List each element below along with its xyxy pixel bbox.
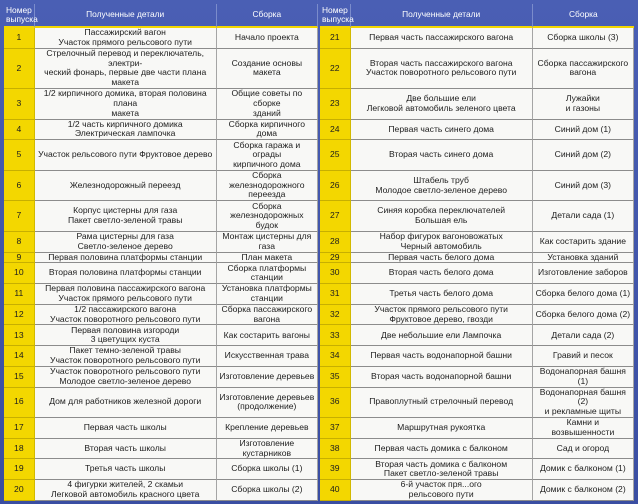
received-parts-cell-left: Железнодорожный переезд bbox=[35, 171, 217, 202]
received-parts-cell-left: Участок поворотного рельсового пути Молодое светло-зеленое дерево bbox=[35, 367, 217, 388]
assembly-cell-left: Сборка железнодорожного переезда bbox=[217, 171, 318, 202]
received-parts-cell-right: 6-й участок пря...ого рельсового пути bbox=[351, 480, 533, 501]
table-row bbox=[4, 367, 634, 388]
received-parts-cell-left: Рама цистерны для газа Светло-зеленое дерево bbox=[35, 232, 217, 253]
received-parts-cell-left: Корпус цистерны для газа Пакет светло-зеленой травы bbox=[35, 201, 217, 232]
table-row bbox=[4, 346, 634, 367]
assembly-cell-right: Домик с балконом (2) bbox=[533, 480, 634, 501]
assembly-cell-right: Лужайки и газоны bbox=[533, 89, 634, 120]
header-assembly-left: Сборка bbox=[217, 4, 318, 28]
table-row bbox=[4, 140, 634, 171]
assembly-cell-right: Как состарить здание bbox=[533, 232, 634, 253]
assembly-cell-left: Монтаж цистерны для газа bbox=[217, 232, 318, 253]
assembly-cell-right: Водонапорная башня (1) bbox=[533, 367, 634, 388]
table-row bbox=[4, 305, 634, 326]
assembly-cell-left: Изготовление кустарников bbox=[217, 439, 318, 460]
table-row bbox=[4, 388, 634, 419]
received-parts-cell-right: Маршрутная рукоятка bbox=[351, 418, 533, 439]
received-parts-cell-left: Дом для работников железной дороги bbox=[35, 388, 217, 419]
received-parts-cell-left: Пакет темно-зеленой травы Участок поворотного рельсового пути bbox=[35, 346, 217, 367]
issue-schedule-table bbox=[4, 4, 634, 501]
received-parts-cell-right: Вторая часть домика с балконом Пакет светло-зеленой травы bbox=[351, 459, 533, 480]
issue-number-cell-right: 28 bbox=[320, 232, 351, 253]
table-row bbox=[4, 232, 634, 253]
assembly-cell-right: Синий дом (3) bbox=[533, 171, 634, 202]
assembly-cell-left: Изготовление деревьев (продолжение) bbox=[217, 388, 318, 419]
received-parts-cell-left: Стрелочный перевод и переключатель, электри- ческий фонарь, первые две части плана макета bbox=[35, 49, 217, 89]
received-parts-cell-right: Участок прямого рельсового пути Фруктовое дерево, гвозди bbox=[351, 305, 533, 326]
received-parts-cell-right: Две небольшие ели Лампочка bbox=[351, 325, 533, 346]
header-row bbox=[4, 4, 634, 28]
assembly-cell-right: Сборка школы (3) bbox=[533, 28, 634, 49]
issue-number-cell-right: 25 bbox=[320, 140, 351, 171]
assembly-cell-right: Домик с балконом (1) bbox=[533, 459, 634, 480]
assembly-cell-left: Сборка железнодорожных будок bbox=[217, 201, 318, 232]
assembly-cell-right: Сборка белого дома (2) bbox=[533, 305, 634, 326]
table-row bbox=[4, 263, 634, 284]
issue-number-cell-right: 26 bbox=[320, 171, 351, 202]
issue-number-cell-left: 10 bbox=[4, 263, 35, 284]
issue-number-cell-right: 37 bbox=[320, 418, 351, 439]
table-row bbox=[4, 201, 634, 232]
table-row bbox=[4, 253, 634, 264]
table-row bbox=[4, 459, 634, 480]
received-parts-cell-right: Первая часть синего дома bbox=[351, 120, 533, 141]
received-parts-cell-left: Вторая часть школы bbox=[35, 439, 217, 460]
issue-number-cell-left: 7 bbox=[4, 201, 35, 232]
assembly-cell-right: Изготовление заборов bbox=[533, 263, 634, 284]
received-parts-cell-right: Штабель труб Молодое светло-зеленое дерево bbox=[351, 171, 533, 202]
assembly-cell-left: Как состарить вагоны bbox=[217, 325, 318, 346]
header-number-left: Номер выпуска bbox=[4, 4, 35, 28]
received-parts-cell-right: Первая часть белого дома bbox=[351, 253, 533, 264]
assembly-cell-right: Сборка белого дома (1) bbox=[533, 284, 634, 305]
received-parts-cell-right: Первая часть пассажирского вагона bbox=[351, 28, 533, 49]
assembly-cell-left: Создание основы макета bbox=[217, 49, 318, 89]
assembly-cell-left: Изготовление деревьев bbox=[217, 367, 318, 388]
issue-number-cell-left: 11 bbox=[4, 284, 35, 305]
received-parts-cell-right: Первая часть водонапорной башни bbox=[351, 346, 533, 367]
issue-number-cell-left: 4 bbox=[4, 120, 35, 141]
received-parts-cell-left: Первая половина пассажирского вагона Участок прямого рельсового пути bbox=[35, 284, 217, 305]
issue-number-cell-left: 16 bbox=[4, 388, 35, 419]
issue-number-cell-right: 27 bbox=[320, 201, 351, 232]
assembly-cell-right: Камни и возвышенности bbox=[533, 418, 634, 439]
assembly-cell-left: Общие советы по сборке зданий bbox=[217, 89, 318, 120]
assembly-cell-right: Детали сада (1) bbox=[533, 201, 634, 232]
issue-number-cell-right: 38 bbox=[320, 439, 351, 460]
issue-number-cell-right: 35 bbox=[320, 367, 351, 388]
received-parts-cell-left: Первая часть школы bbox=[35, 418, 217, 439]
header-parts-right: Полученные детали bbox=[351, 4, 533, 28]
issue-number-cell-left: 20 bbox=[4, 480, 35, 501]
received-parts-cell-left: 4 фигурки жителей, 2 скамьи Легковой автомобиль красного цвета bbox=[35, 480, 217, 501]
assembly-cell-left: План макета bbox=[217, 253, 318, 264]
assembly-cell-right: Водонапорная башня (2) и рекламные щиты bbox=[533, 388, 634, 419]
header-parts-left: Полученные детали bbox=[35, 4, 217, 28]
received-parts-cell-right: Набор фигурок вагоновожатых Черный автомобиль bbox=[351, 232, 533, 253]
table-row bbox=[4, 89, 634, 120]
table-row bbox=[4, 284, 634, 305]
assembly-cell-right: Сборка пассажирского вагона bbox=[533, 49, 634, 89]
received-parts-cell-left: 1/2 часть кирпичного домика Электрическая лампочка bbox=[35, 120, 217, 141]
issue-number-cell-left: 17 bbox=[4, 418, 35, 439]
received-parts-cell-left: 1/2 пассажирского вагона Участок поворотного рельсового пути bbox=[35, 305, 217, 326]
issue-number-cell-right: 21 bbox=[320, 28, 351, 49]
table-row bbox=[4, 480, 634, 501]
issue-number-cell-right: 30 bbox=[320, 263, 351, 284]
issue-number-cell-left: 1 bbox=[4, 28, 35, 49]
assembly-cell-left: Крепление деревьев bbox=[217, 418, 318, 439]
assembly-cell-right: Детали сада (2) bbox=[533, 325, 634, 346]
received-parts-cell-right: Вторая часть водонапорной башни bbox=[351, 367, 533, 388]
received-parts-cell-right: Две большие ели Легковой автомобиль зеленого цвета bbox=[351, 89, 533, 120]
assembly-cell-left: Сборка гаража и ограды кирпичного дома bbox=[217, 140, 318, 171]
issue-number-cell-right: 36 bbox=[320, 388, 351, 419]
table-row bbox=[4, 418, 634, 439]
issue-number-cell-left: 19 bbox=[4, 459, 35, 480]
issue-number-cell-left: 12 bbox=[4, 305, 35, 326]
table-row bbox=[4, 28, 634, 49]
received-parts-cell-right: Вторая часть белого дома bbox=[351, 263, 533, 284]
received-parts-cell-right: Первая часть домика с балконом bbox=[351, 439, 533, 460]
assembly-cell-right: Гравий и песок bbox=[533, 346, 634, 367]
issue-number-cell-right: 32 bbox=[320, 305, 351, 326]
received-parts-cell-left: Вторая половина платформы станции bbox=[35, 263, 217, 284]
received-parts-cell-left: Участок рельсового пути Фруктовое дерево bbox=[35, 140, 217, 171]
issue-number-cell-left: 18 bbox=[4, 439, 35, 460]
issue-number-cell-left: 2 bbox=[4, 49, 35, 89]
issue-number-cell-left: 6 bbox=[4, 171, 35, 202]
assembly-cell-left: Сборка школы (1) bbox=[217, 459, 318, 480]
received-parts-cell-left: Первая половина изгороди 3 цветущих куста bbox=[35, 325, 217, 346]
issue-number-cell-left: 9 bbox=[4, 253, 35, 264]
received-parts-cell-left: Третья часть школы bbox=[35, 459, 217, 480]
issue-number-cell-right: 34 bbox=[320, 346, 351, 367]
issue-number-cell-left: 14 bbox=[4, 346, 35, 367]
assembly-cell-right: Синий дом (1) bbox=[533, 120, 634, 141]
assembly-cell-right: Сад и огород bbox=[533, 439, 634, 460]
received-parts-cell-left: Первая половина платформы станции bbox=[35, 253, 217, 264]
assembly-cell-left: Сборка школы (2) bbox=[217, 480, 318, 501]
assembly-cell-left: Установка платформы станции bbox=[217, 284, 318, 305]
issue-number-cell-left: 5 bbox=[4, 140, 35, 171]
assembly-cell-left: Сборка кирпичного дома bbox=[217, 120, 318, 141]
table-row bbox=[4, 171, 634, 202]
received-parts-cell-left: Пассажирский вагон Участок прямого рельсового пути bbox=[35, 28, 217, 49]
table-row bbox=[4, 439, 634, 460]
received-parts-cell-right: Правоплутный стрелочный перевод bbox=[351, 388, 533, 419]
issue-number-cell-right: 31 bbox=[320, 284, 351, 305]
received-parts-cell-left: 1/2 кирпичного домика, вторая половина плана макета bbox=[35, 89, 217, 120]
issue-number-cell-right: 23 bbox=[320, 89, 351, 120]
issue-number-cell-left: 3 bbox=[4, 89, 35, 120]
received-parts-cell-right: Синяя коробка переключателей Большая ель bbox=[351, 201, 533, 232]
assembly-cell-left: Начало проекта bbox=[217, 28, 318, 49]
header-assembly-right: Сборка bbox=[533, 4, 634, 28]
issue-number-cell-right: 22 bbox=[320, 49, 351, 89]
assembly-cell-left: Сборка пассажирского вагона bbox=[217, 305, 318, 326]
table-body bbox=[4, 28, 634, 501]
received-parts-cell-right: Третья часть белого дома bbox=[351, 284, 533, 305]
issue-number-cell-right: 33 bbox=[320, 325, 351, 346]
issue-number-cell-right: 29 bbox=[320, 253, 351, 264]
assembly-cell-left: Искусственная трава bbox=[217, 346, 318, 367]
table-row bbox=[4, 120, 634, 141]
issue-number-cell-right: 24 bbox=[320, 120, 351, 141]
issue-number-cell-left: 13 bbox=[4, 325, 35, 346]
received-parts-cell-right: Вторая часть синего дома bbox=[351, 140, 533, 171]
table-row bbox=[4, 49, 634, 89]
assembly-cell-right: Синий дом (2) bbox=[533, 140, 634, 171]
header-number-right: Номер выпуска bbox=[320, 4, 351, 28]
assembly-cell-left: Сборка платформы станции bbox=[217, 263, 318, 284]
issue-number-cell-right: 40 bbox=[320, 480, 351, 501]
table-row bbox=[4, 325, 634, 346]
issue-number-cell-left: 8 bbox=[4, 232, 35, 253]
received-parts-cell-right: Вторая часть пассажирского вагона Участок поворотного рельсового пути bbox=[351, 49, 533, 89]
assembly-cell-right: Установка зданий bbox=[533, 253, 634, 264]
issue-number-cell-left: 15 bbox=[4, 367, 35, 388]
issue-number-cell-right: 39 bbox=[320, 459, 351, 480]
